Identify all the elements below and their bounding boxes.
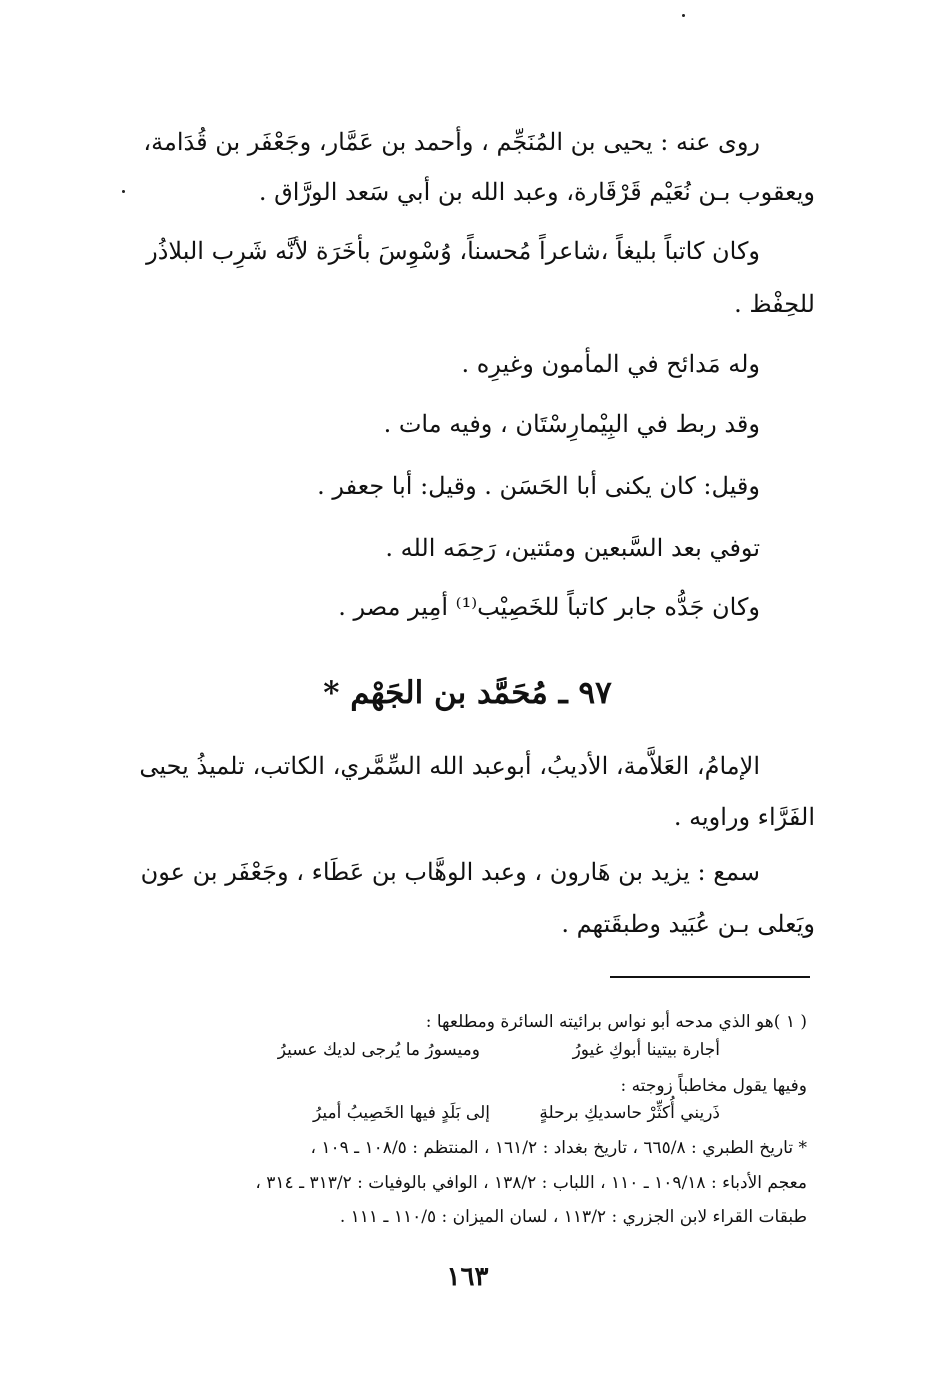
footnote-line: ( ١ )هو الذي مدحه أبو نواس برائيته السائرة ومطلعها :: [425, 1012, 807, 1032]
source-line: معجم الأدباء : ١٠٩/١٨ ـ ١١٠ ، اللباب : ١٣٨/٢ ، الوافي بالوفيات : ٣١٣/٢ ـ ٣١٤ ،: [255, 1173, 807, 1193]
body-line: توفي بعد السَّبعين ومئتين، رَحِمَه الله .: [385, 534, 760, 562]
page-number: ١٦٣: [446, 1262, 489, 1292]
footnote-separator: [610, 976, 810, 978]
verse-hemistich: وميسورُ ما يُرجى لديك عسيرُ: [277, 1040, 480, 1060]
verse-hemistich: ذَريني أُكثِّرْ حاسديكِ برحلةٍ: [539, 1103, 720, 1123]
body-line: ويعقوب بـن نُعَيْم قَرْقَارة، وعبد الله بن أبي سَعد الورَّاق .: [258, 178, 815, 206]
verse-hemistich: إلى بَلَدٍ فيها الخَصِيبُ أميرُ: [312, 1103, 490, 1123]
body-line: وقيل: كان يكنى أبا الحَسَن . وقيل: أبا جعفر .: [317, 472, 760, 500]
body-line: وكان جَدُّه جابر كاتباً للخَصِيْب⁽¹⁾ أمِير مصر .: [338, 593, 760, 621]
entry-line: ويَعلى بـن عُبَيد وطبقَتهم .: [561, 910, 815, 938]
body-line: وكان كاتباً بليغاً ،شاعراً مُحسناً، وُسْوِسَ بأخَرَة لأنَّه شَرِب البلاذُر: [146, 237, 760, 265]
scan-speck: [122, 190, 125, 193]
entry-line: الفَرَّاء وراويه .: [673, 803, 815, 831]
source-line: * تاريخ الطبري : ٦٦٥/٨ ، تاريخ بغداد : ١٦١/٢ ، المنتظم : ١٠٨/٥ ـ ١٠٩ ،: [310, 1138, 807, 1158]
body-line: روى عنه : يحيى بن المُنَجِّم ، وأحمد بن عَمَّار، وجَعْفَر بن قُدَامة،: [143, 128, 760, 156]
footnote-line: وفيها يقول مخاطباً زوجته :: [620, 1076, 807, 1096]
verse-hemistich: أجارة بيتينا أبوكِ غيورُ: [572, 1040, 720, 1060]
source-line: طبقات القراء لابن الجزري : ١١٣/٢ ، لسان الميزان : ١١٠/٥ ـ ١١١ .: [339, 1207, 807, 1227]
entry-line: سمع : يزيد بن هَارون ، وعبد الوهَّاب بن عَطَاء ، وجَعْفَر بن عون: [140, 858, 760, 886]
body-line: وله مَدائح في المأمون وغيرِه .: [461, 350, 760, 378]
scan-speck: [682, 14, 685, 17]
entry-line: الإمامُ، العَلاَّمة، الأديبُ، أبوعبد الله السِّمَّري، الكاتب، تلميذُ يحيى: [139, 752, 760, 780]
body-line: للحِفْظ .: [734, 290, 815, 318]
body-line: وقد ربط في البِيْمارِسْتَان ، وفيه مات .: [383, 410, 760, 438]
entry-title: ٩٧ ـ مُحَمَّد بن الجَهْم *: [323, 675, 612, 711]
